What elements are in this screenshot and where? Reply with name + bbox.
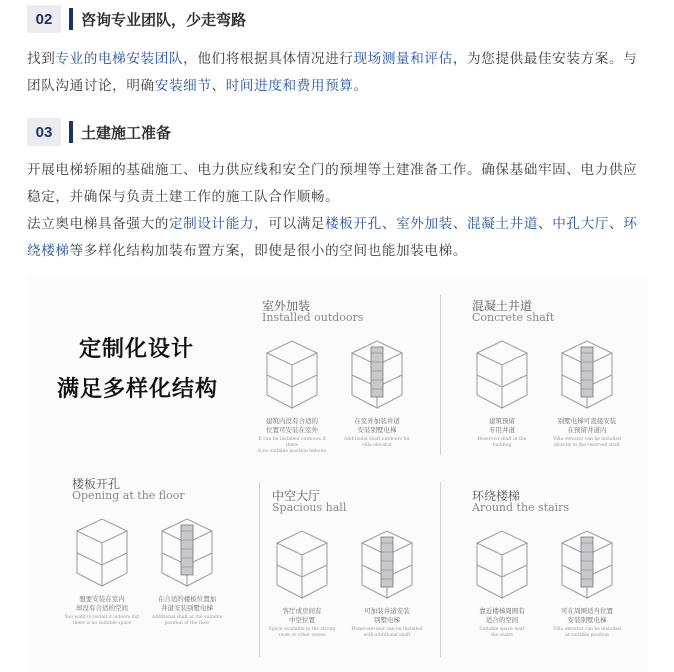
divider [440,482,441,657]
building-space-illustration [72,511,132,591]
figure-headline-2: 满足多样化结构 [57,377,219,402]
panel-title-cn: 环绕楼梯 [472,489,521,503]
highlight-text: 专业的电梯安装团队 [55,51,184,67]
caption-en: Villa elevator can be installed at suitable position [553,627,621,638]
panel-title-en: Around the stairs [472,501,570,514]
elevator-shaft-illustration [557,333,617,413]
highlight-text: 中孔大厅 [552,216,609,232]
body-text: ，他们将根据具体情况进行 [183,51,354,67]
section-header-03 [27,117,171,147]
panel-title-en: Opening at the floor [72,489,185,502]
caption-en: Reserved shaft in the building [477,437,527,448]
highlight-text: 定制设计能力 [168,216,255,232]
section-02-paragraph [27,46,649,100]
building-space-illustration [272,523,332,603]
section-title: 土建施工准备 [81,123,172,142]
building-space-illustration [472,333,532,413]
figure-headline-1: 定制化设计 [79,337,195,362]
caption-en: Additional shaft at the suitable position of the floor [151,615,223,626]
panel-title-en: Spacious hall [272,501,347,514]
panel-title-en: Concrete shaft [472,311,555,324]
section-03-paragraph-1: 开展电梯轿厢的基础施工、电力供应线和安全门的预埋等土建准备工作。确保基础牢固、电力供应稳定，并确保与负责土建工作的施工队合作顺畅。 [27,162,638,205]
highlight-text: 环绕楼梯 [27,216,638,259]
divider [259,482,260,657]
highlight-text: 时间进度和费用预算 [225,78,354,94]
panel-title-cn: 室外加装 [262,299,311,313]
body-text: ，可以满足 [254,216,326,232]
body-text: ，为您提供最佳安装方案。与团队沟通讨论，明确 [27,51,638,94]
caption-en: You want to install it indoors but there is no suitable space [64,615,140,626]
highlight-text: 混凝土井道 [467,216,539,232]
installation-diagram-figure [27,277,648,672]
caption-cn: 在合适的楼板位置加 井道安装别墅电梯 [157,595,217,612]
elevator-shaft-illustration [157,511,217,591]
caption-en: Space available in the strong room or other rooms [268,627,336,638]
panel-title-cn: 楼板开孔 [72,477,121,491]
caption-en: It can be installed outdoors if there is no suitable position indoors [257,437,327,454]
caption-en: Additional shaft outdoors for villa elevator [344,437,410,448]
elevator-shaft-illustration [347,333,407,413]
highlight-text: 安装细节 [154,78,212,94]
body-text: 、 [609,216,624,232]
section-number: 02 [27,5,61,33]
caption-en: Villa elevator can be installed directly in the reserved shaft [553,437,621,448]
body-text: 法立奥电梯具备强大的 [27,216,169,232]
highlight-text: 现场测量和评估 [353,51,453,67]
caption-cn: 靠近楼梯周围有 适合的空间 [479,607,525,624]
caption-cn: 建筑内没有合适的 位置可安装在室外 [266,417,318,434]
body-text: 、 [538,216,553,232]
body-text: 。 [353,78,368,94]
section-03-paragraph-2 [27,211,649,265]
building-space-illustration [472,523,532,603]
caption-cn: 在室外加装井道 安装别墅电梯 [354,417,400,434]
section-title: 咨询专业团队，少走弯路 [81,10,247,29]
caption-en: Suitable space near the stairs [479,627,525,638]
section-accent-bar [69,121,73,143]
caption-cn: 想要安装在室内 却没有合适的空间 [76,595,128,612]
divider [440,295,441,455]
body-text: 、 [452,216,468,232]
caption-cn: 别墅电梯可直接安装 在预留井道内 [557,417,617,434]
elevator-shaft-illustration [557,523,617,603]
caption-cn: 客厅或房间有 中空位置 [282,607,322,624]
caption-cn: 建筑预留 专用井道 [489,417,515,434]
body-text: 、 [381,216,397,232]
body-text: 找到 [27,51,56,67]
caption-en: Home elevator can be installed with additional shaft [351,627,423,638]
caption-cn: 可在周围适当位置 安装别墅电梯 [561,607,613,624]
panel-title-cn: 中空大厅 [272,489,321,503]
highlight-text: 室外加装 [396,216,453,232]
highlight-text: 楼板开孔 [325,216,382,232]
caption-cn: 可加装井道安装 别墅电梯 [364,607,410,624]
building-space-illustration [262,333,322,413]
elevator-shaft-illustration [357,523,417,603]
section-accent-bar [69,8,73,30]
panel-title-cn: 混凝土井道 [472,299,533,313]
panel-title-en: Installed outdoors [262,311,364,324]
section-header-02 [27,4,246,34]
body-text: 、 [211,78,226,94]
body-text: 等多样化结构加装布置方案，即使是很小的空间也能加装电梯。 [69,243,468,259]
section-number: 03 [27,118,61,146]
